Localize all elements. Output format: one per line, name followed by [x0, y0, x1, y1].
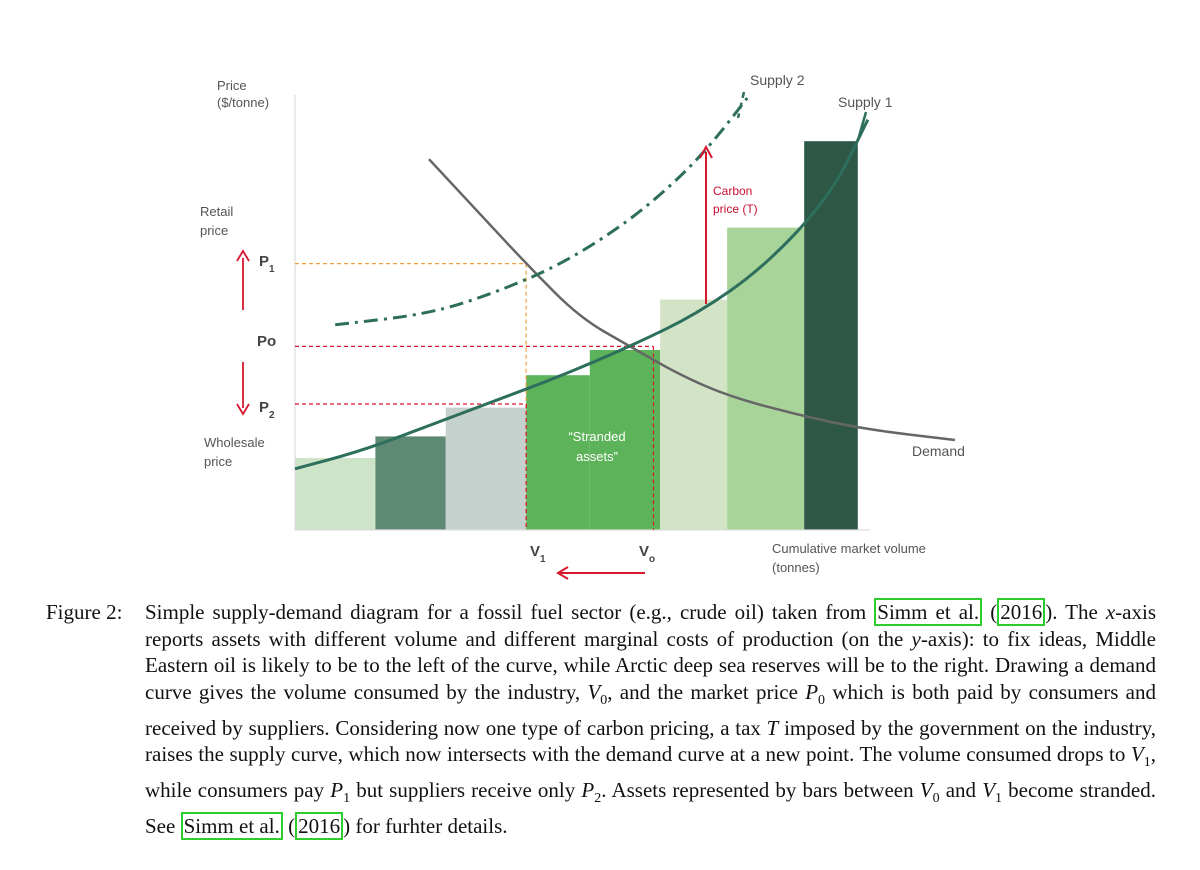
cost-bar-2 [375, 436, 445, 530]
citation-link-author[interactable]: Simm et al. [181, 812, 283, 840]
figure-caption [46, 599, 1156, 839]
supply-2-curve [335, 98, 747, 325]
citation-link-author[interactable]: Simm et al. [874, 598, 982, 626]
caption-text: become stranded. See [145, 777, 1156, 838]
caption-text: Simple supply-demand diagram for a fossil fuel sector (e.g., crude oil) taken from [145, 600, 875, 624]
math-v1: $V_1$ [1130, 742, 1151, 771]
math-y: y [911, 626, 921, 651]
stranded-assets-label-line2: assets” [576, 449, 618, 464]
caption-text: . Assets represented by bars between [601, 777, 920, 802]
supply-2-label: Supply 2 [750, 72, 805, 88]
v0-marker: $V_o$ [639, 543, 656, 565]
cost-bar-6 [660, 300, 727, 530]
x-axis-label-line2: (tonnes) [772, 560, 820, 575]
caption-text: for furhter details. [350, 813, 508, 838]
figure-label: Figure 2: [46, 600, 123, 624]
math-t: T [766, 715, 779, 740]
wholesale-price-label-line1: Wholesale [204, 435, 265, 450]
math-v0: $V_0$ [919, 777, 940, 807]
caption-text: ). [1045, 600, 1058, 624]
citation-link-year[interactable]: 2016 [997, 598, 1045, 626]
cost-bar-7 [727, 228, 804, 530]
carbon-price-label-line2: price (T) [713, 202, 758, 216]
retail-price-label-line1: Retail [200, 204, 234, 219]
cost-bar-3 [446, 408, 526, 530]
math-p2: $P_2$ [581, 777, 602, 807]
caption-text: , and the market price [607, 679, 806, 704]
caption-text: imposed by the government on the industry, raises the supply curve, which now intersects with the demand curve at a new point. The volume consumed drops to [145, 715, 1156, 767]
x-axis-label-line1: Cumulative market volume [772, 541, 926, 556]
y-axis-label-line2: ($/tonne) [217, 95, 270, 110]
math-v1: $V_1$ [982, 777, 1003, 807]
caption-text: ) [343, 813, 351, 838]
y-axis-label-line1: Price [217, 78, 247, 93]
bars-layer [295, 141, 858, 530]
stranded-assets-label-line1: “Stranded [568, 429, 626, 444]
p0-marker: Po [257, 333, 277, 350]
caption-text: but suppliers receive only [350, 777, 582, 802]
caption-text: The [1057, 600, 1106, 624]
math-p0: $P_0$ [805, 679, 826, 708]
math-p1: $P_1$ [330, 777, 351, 807]
caption-text: ( [982, 600, 998, 624]
carbon-price-label-line1: Carbon [713, 184, 753, 198]
wholesale-price-label-line2: price [204, 454, 233, 469]
math-x: x [1105, 600, 1116, 624]
supply-2-label-connector [738, 92, 744, 118]
v1-marker: $V_1$ [530, 543, 546, 565]
supply-1-label: Supply 1 [838, 94, 893, 110]
caption-text: and [939, 777, 983, 802]
caption-text: -axis): to fix ideas, Middle Eastern oil is likely to be to the left of the curve, while Arctic deep sea reserves will be to the right. Drawing a demand curve gives the volume consumed by the industry, [145, 626, 1156, 704]
citation-link-year[interactable]: 2016 [295, 812, 343, 840]
demand-label: Demand [912, 443, 965, 459]
p1-marker: $P_1$ [259, 253, 275, 275]
cost-bar-8 [804, 141, 858, 530]
p2-marker: $P_2$ [259, 399, 275, 421]
caption-text: , while consumers pay [145, 742, 1156, 802]
caption-text: ( [282, 813, 296, 838]
retail-price-label-line2: price [200, 223, 229, 238]
caption-text: which is both paid by consumers and received by suppliers. Considering now one type of carbon pricing, a tax [145, 679, 1156, 740]
caption-text: -axis reports assets with different volume and different marginal costs of production (on the [145, 600, 1156, 651]
math-v0: $V_0$ [587, 679, 608, 708]
caption-body [145, 599, 1156, 839]
cost-bar-1 [295, 458, 375, 530]
